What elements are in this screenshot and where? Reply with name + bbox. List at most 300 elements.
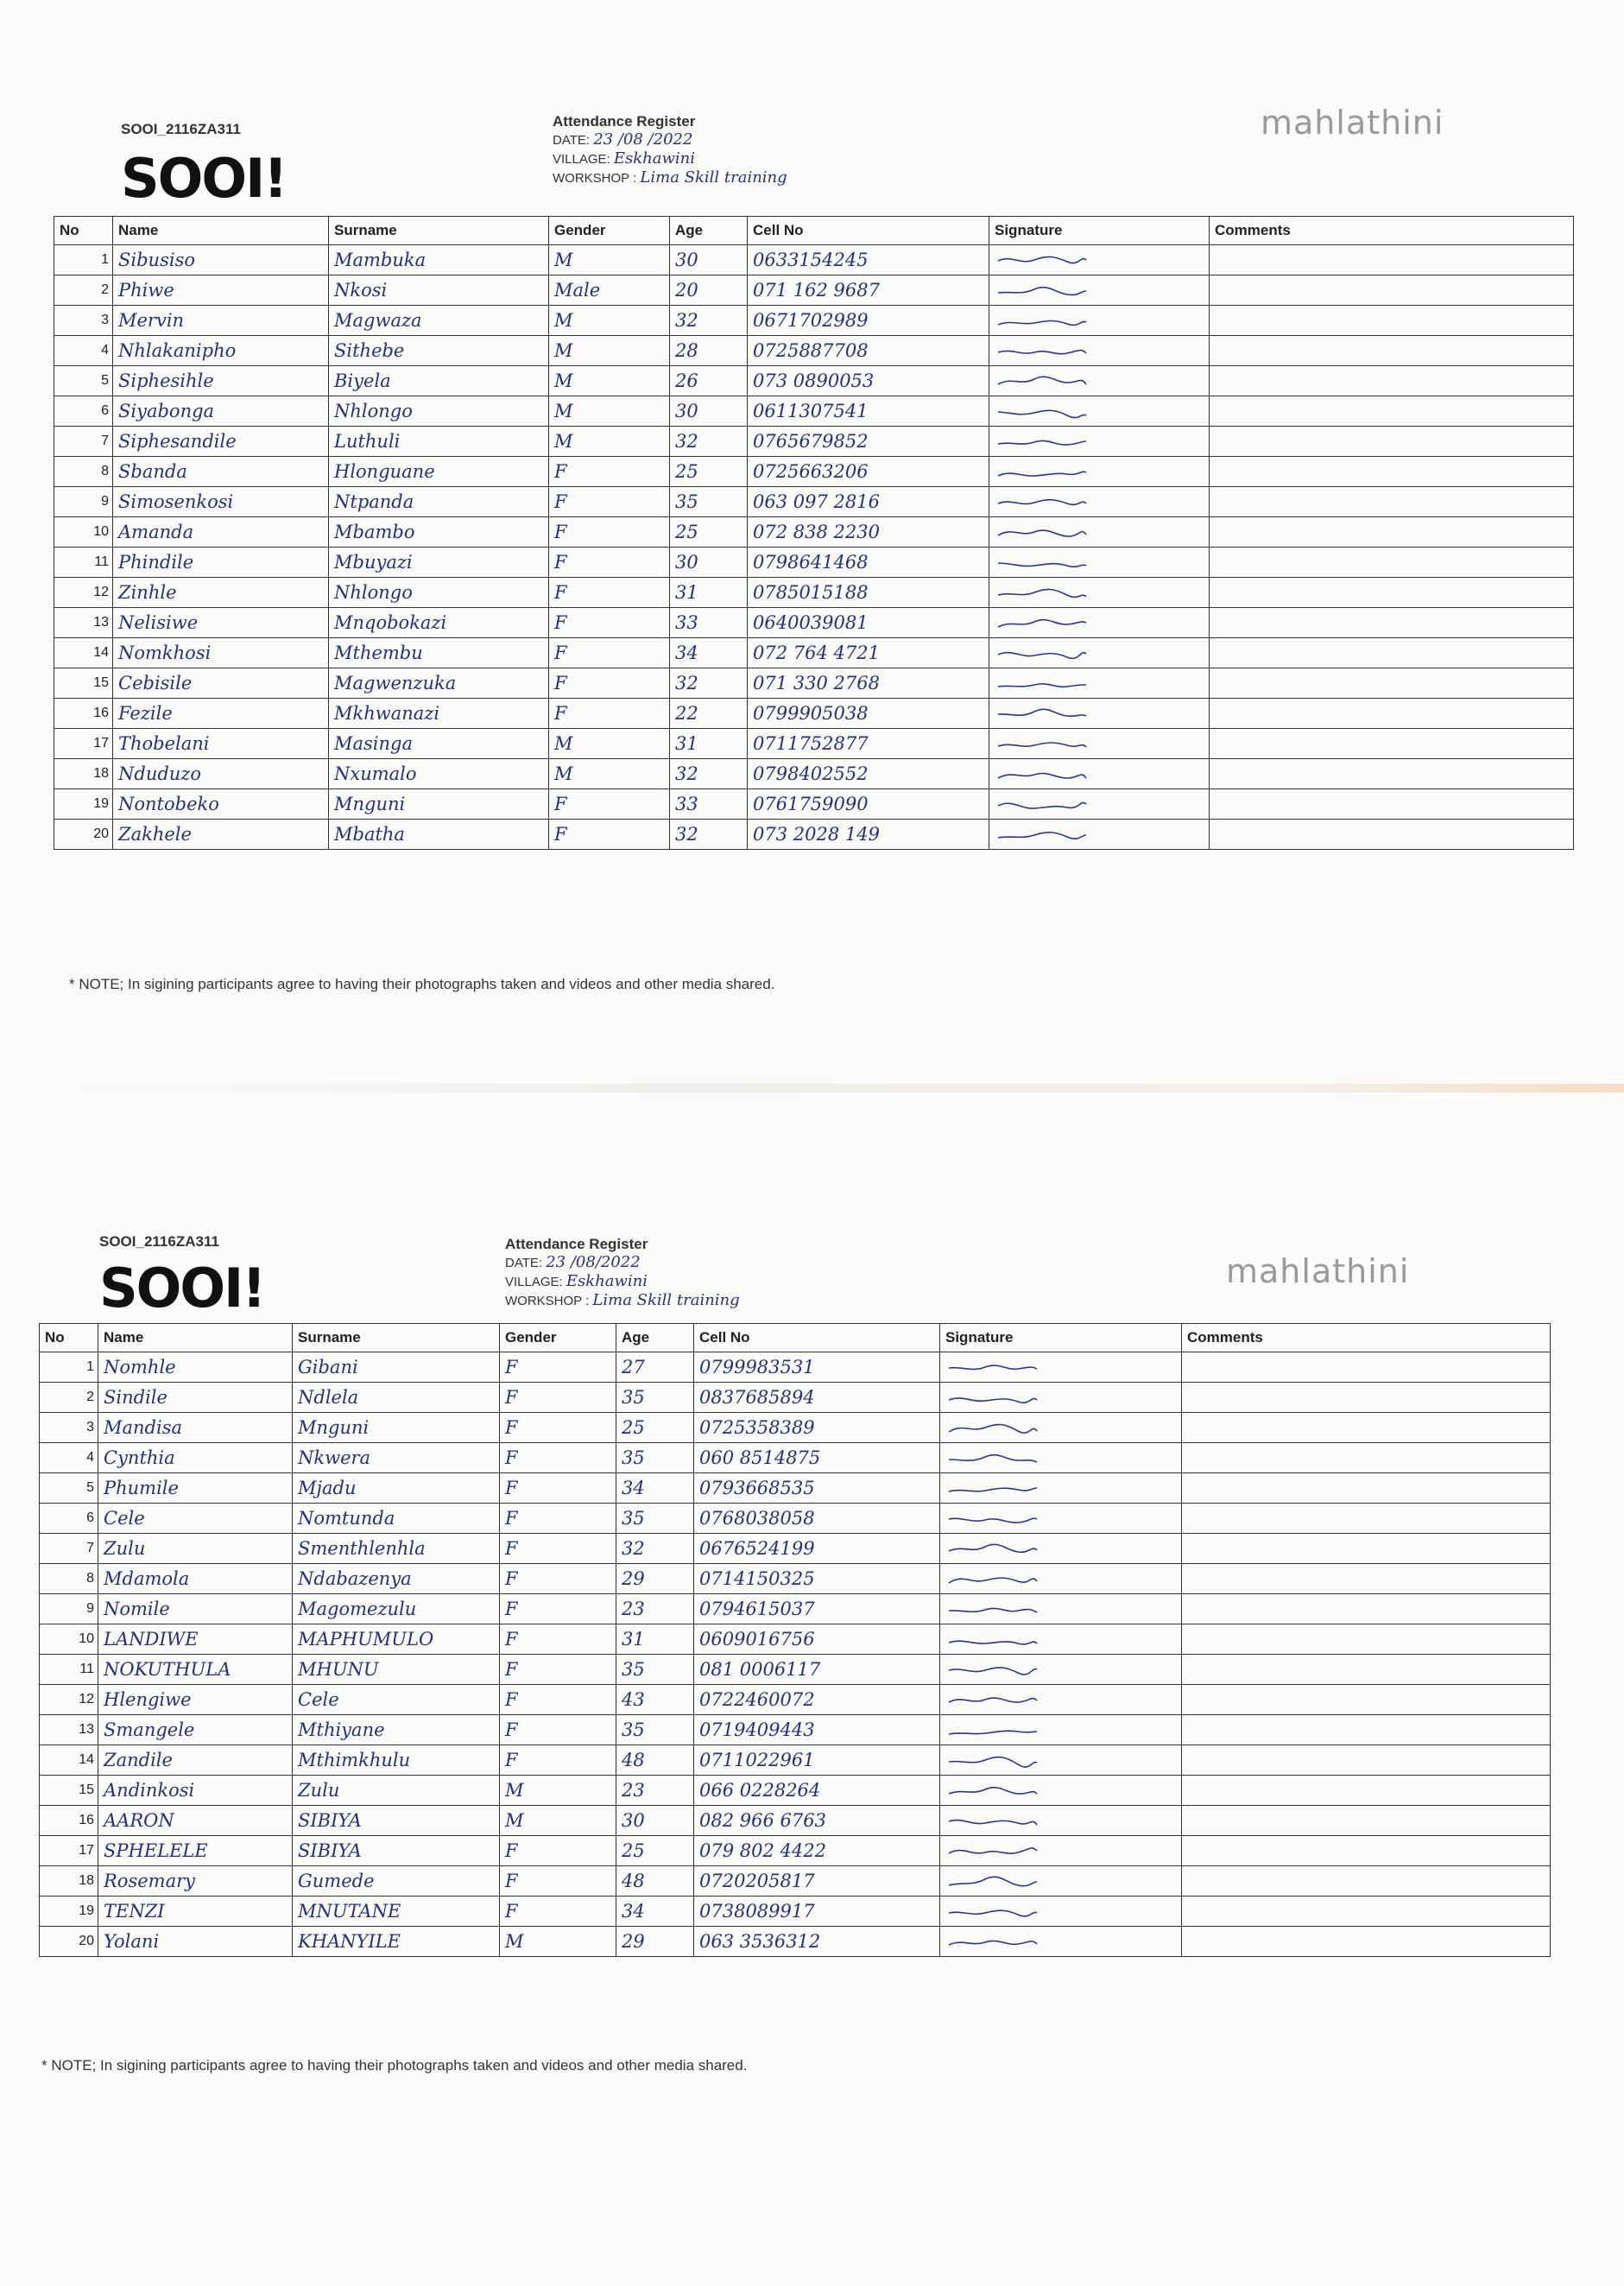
cell-age: 26	[670, 366, 748, 396]
column-header: Comments	[1182, 1324, 1551, 1352]
table-row	[54, 699, 1574, 729]
cell-no: 9	[40, 1594, 98, 1624]
cell-surname: MHUNU	[293, 1655, 500, 1685]
table-row	[54, 487, 1574, 517]
date-value: 23 /08/2022	[546, 1253, 641, 1271]
cell-cell: 0609016756	[694, 1624, 940, 1655]
cell-no: 1	[54, 245, 113, 275]
cell-no: 12	[54, 578, 113, 608]
cell-signature	[940, 1927, 1182, 1957]
cell-comments	[1210, 275, 1574, 306]
column-header: Cell No	[748, 217, 989, 245]
cell-age: 35	[670, 487, 748, 517]
cell-comments	[1182, 1564, 1551, 1594]
workshop-label: WORKSHOP :	[505, 1294, 590, 1308]
table-row	[40, 1383, 1551, 1413]
cell-no: 17	[40, 1836, 98, 1866]
table-row	[54, 578, 1574, 608]
workshop-value: Lima Skill training	[640, 168, 787, 187]
column-header: Age	[616, 1324, 694, 1352]
cell-cell: 079 802 4422	[694, 1836, 940, 1866]
cell-signature	[989, 759, 1210, 789]
cell-name: Sbanda	[113, 457, 329, 487]
cell-name: Sindile	[98, 1383, 293, 1413]
table-row	[40, 1534, 1551, 1564]
cell-no: 12	[40, 1685, 98, 1715]
cell-surname: KHANYILE	[293, 1927, 500, 1957]
cell-cell: 0785015188	[748, 578, 989, 608]
cell-age: 22	[670, 699, 748, 729]
cell-cell: 0719409443	[694, 1715, 940, 1745]
signature-scribble-icon	[995, 584, 1090, 603]
signature-scribble-icon	[945, 1721, 1040, 1740]
cell-cell: 063 3536312	[694, 1927, 940, 1957]
cell-name: Siyabonga	[113, 396, 329, 427]
table-row	[54, 336, 1574, 366]
cell-surname: Mthimkhulu	[293, 1745, 500, 1776]
table-row	[54, 457, 1574, 487]
cell-no: 5	[54, 366, 113, 396]
cell-age: 23	[616, 1594, 694, 1624]
cell-signature	[940, 1352, 1182, 1383]
cell-no: 5	[40, 1473, 98, 1504]
cell-signature	[989, 245, 1210, 275]
signature-scribble-icon	[995, 312, 1090, 331]
cell-comments	[1210, 366, 1574, 396]
cell-age: 25	[670, 517, 748, 548]
cell-signature	[989, 789, 1210, 820]
cell-comments	[1210, 427, 1574, 457]
cell-name: LANDIWE	[98, 1624, 293, 1655]
cell-age: 33	[670, 789, 748, 820]
cell-comments	[1210, 789, 1574, 820]
cell-no: 18	[40, 1866, 98, 1897]
cell-age: 48	[616, 1866, 694, 1897]
cell-name: Siphesihle	[113, 366, 329, 396]
cell-name: Nomkhosi	[113, 638, 329, 668]
cell-gender: F	[500, 1836, 616, 1866]
cell-age: 31	[670, 729, 748, 759]
cell-no: 1	[40, 1352, 98, 1383]
column-header: Name	[98, 1324, 293, 1352]
cell-surname: Ndlela	[293, 1383, 500, 1413]
cell-signature	[940, 1715, 1182, 1745]
cell-comments	[1182, 1655, 1551, 1685]
cell-gender: F	[549, 578, 670, 608]
cell-cell: 071 330 2768	[748, 668, 989, 699]
signature-scribble-icon	[995, 251, 1090, 270]
cell-surname: Luthuli	[329, 427, 549, 457]
mahlathini-brand: mahlathini	[1261, 104, 1444, 142]
signature-scribble-icon	[995, 614, 1090, 633]
signature-scribble-icon	[945, 1510, 1040, 1529]
cell-cell: 066 0228264	[694, 1776, 940, 1806]
cell-name: Nomile	[98, 1594, 293, 1624]
cell-comments	[1182, 1352, 1551, 1383]
table-row	[40, 1504, 1551, 1534]
cell-cell: 0794615037	[694, 1594, 940, 1624]
table-row	[40, 1776, 1551, 1806]
cell-no: 17	[54, 729, 113, 759]
table-row	[54, 275, 1574, 306]
cell-surname: Mbambo	[329, 517, 549, 548]
cell-name: NOKUTHULA	[98, 1655, 293, 1685]
signature-scribble-icon	[945, 1812, 1040, 1831]
cell-cell: 082 966 6763	[694, 1806, 940, 1836]
cell-name: Fezile	[113, 699, 329, 729]
cell-surname: Biyela	[329, 366, 549, 396]
table-row	[40, 1927, 1551, 1957]
table-row	[54, 638, 1574, 668]
cell-cell: 0738089917	[694, 1897, 940, 1927]
cell-name: Andinkosi	[98, 1776, 293, 1806]
signature-scribble-icon	[995, 674, 1090, 693]
cell-no: 10	[54, 517, 113, 548]
table-row	[40, 1413, 1551, 1443]
cell-comments	[1182, 1927, 1551, 1957]
cell-signature	[940, 1806, 1182, 1836]
cell-comments	[1210, 729, 1574, 759]
cell-cell: 0761759090	[748, 789, 989, 820]
cell-comments	[1210, 759, 1574, 789]
cell-surname: Nhlongo	[329, 578, 549, 608]
cell-no: 15	[54, 668, 113, 699]
cell-gender: F	[549, 517, 670, 548]
cell-gender: F	[500, 1745, 616, 1776]
cell-gender: M	[500, 1927, 616, 1957]
cell-comments	[1182, 1594, 1551, 1624]
cell-gender: M	[549, 245, 670, 275]
table-row	[40, 1594, 1551, 1624]
project-code: SOOI_2116ZA311	[99, 1233, 219, 1250]
cell-cell: 073 0890053	[748, 366, 989, 396]
cell-surname: MAPHUMULO	[293, 1624, 500, 1655]
signature-scribble-icon	[945, 1479, 1040, 1498]
signature-scribble-icon	[945, 1449, 1040, 1468]
cell-comments	[1182, 1504, 1551, 1534]
cell-age: 27	[616, 1352, 694, 1383]
cell-surname: Mnguni	[293, 1413, 500, 1443]
attendance-table	[39, 1323, 1551, 1957]
cell-name: Simosenkosi	[113, 487, 329, 517]
signature-scribble-icon	[945, 1782, 1040, 1801]
cell-age: 43	[616, 1685, 694, 1715]
cell-name: Phindile	[113, 548, 329, 578]
cell-comments	[1182, 1866, 1551, 1897]
cell-surname: Gumede	[293, 1866, 500, 1897]
table-row	[54, 396, 1574, 427]
mahlathini-brand: mahlathini	[1226, 1252, 1410, 1290]
signature-scribble-icon	[945, 1903, 1040, 1922]
cell-signature	[940, 1745, 1182, 1776]
cell-gender: M	[500, 1806, 616, 1836]
table-row	[40, 1715, 1551, 1745]
cell-no: 13	[54, 608, 113, 638]
cell-no: 9	[54, 487, 113, 517]
cell-gender: M	[549, 366, 670, 396]
cell-surname: Mnqobokazi	[329, 608, 549, 638]
cell-signature	[989, 306, 1210, 336]
cell-surname: Ndabazenya	[293, 1564, 500, 1594]
cell-signature	[940, 1473, 1182, 1504]
cell-surname: Mthiyane	[293, 1715, 500, 1745]
cell-name: Zandile	[98, 1745, 293, 1776]
cell-cell: 0837685894	[694, 1383, 940, 1413]
cell-comments	[1210, 245, 1574, 275]
cell-gender: F	[500, 1443, 616, 1473]
cell-age: 30	[670, 396, 748, 427]
cell-no: 16	[40, 1806, 98, 1836]
cell-name: Nelisiwe	[113, 608, 329, 638]
table-row	[40, 1655, 1551, 1685]
cell-cell: 0633154245	[748, 245, 989, 275]
table-row	[54, 548, 1574, 578]
cell-name: Nomhle	[98, 1352, 293, 1383]
cell-gender: F	[500, 1624, 616, 1655]
column-header: Surname	[293, 1324, 500, 1352]
column-header: Gender	[500, 1324, 616, 1352]
cell-comments	[1182, 1685, 1551, 1715]
cell-no: 16	[54, 699, 113, 729]
cell-signature	[989, 517, 1210, 548]
cell-cell: 0720205817	[694, 1866, 940, 1897]
cell-name: SPHELELE	[98, 1836, 293, 1866]
cell-signature	[940, 1897, 1182, 1927]
cell-gender: M	[549, 336, 670, 366]
cell-no: 6	[40, 1504, 98, 1534]
cell-cell: 060 8514875	[694, 1443, 940, 1473]
cell-comments	[1210, 820, 1574, 850]
signature-scribble-icon	[995, 523, 1090, 542]
cell-surname: Mjadu	[293, 1473, 500, 1504]
cell-name: Nontobeko	[113, 789, 329, 820]
cell-cell: 0793668535	[694, 1473, 940, 1504]
cell-surname: SIBIYA	[293, 1806, 500, 1836]
cell-surname: Mkhwanazi	[329, 699, 549, 729]
cell-gender: F	[500, 1866, 616, 1897]
cell-name: AARON	[98, 1806, 293, 1836]
cell-signature	[940, 1655, 1182, 1685]
cell-surname: SIBIYA	[293, 1836, 500, 1866]
signature-scribble-icon	[945, 1691, 1040, 1710]
table-row	[40, 1564, 1551, 1594]
column-header: Age	[670, 217, 748, 245]
cell-age: 28	[670, 336, 748, 366]
sooi-logo: SOOI!	[99, 1257, 265, 1320]
signature-scribble-icon	[945, 1389, 1040, 1408]
cell-gender: M	[500, 1776, 616, 1806]
cell-signature	[940, 1594, 1182, 1624]
cell-gender: M	[549, 306, 670, 336]
cell-name: Yolani	[98, 1927, 293, 1957]
cell-comments	[1210, 699, 1574, 729]
table-row	[40, 1806, 1551, 1836]
cell-age: 30	[670, 548, 748, 578]
cell-surname: Masinga	[329, 729, 549, 759]
cell-name: Mdamola	[98, 1564, 293, 1594]
cell-cell: 081 0006117	[694, 1655, 940, 1685]
signature-scribble-icon	[995, 342, 1090, 361]
signature-scribble-icon	[995, 644, 1090, 663]
cell-no: 14	[40, 1745, 98, 1776]
cell-signature	[940, 1685, 1182, 1715]
register-header	[505, 1235, 740, 1310]
cell-comments	[1182, 1715, 1551, 1745]
cell-no: 19	[40, 1897, 98, 1927]
cell-age: 34	[616, 1897, 694, 1927]
signature-scribble-icon	[995, 826, 1090, 845]
cell-cell: 0725358389	[694, 1413, 940, 1443]
cell-gender: F	[549, 608, 670, 638]
cell-cell: 0676524199	[694, 1534, 940, 1564]
cell-age: 32	[670, 668, 748, 699]
cell-no: 13	[40, 1715, 98, 1745]
cell-gender: F	[549, 638, 670, 668]
cell-gender: Male	[549, 275, 670, 306]
column-header: No	[54, 217, 113, 245]
village-label: VILLAGE:	[505, 1275, 563, 1289]
cell-cell: 0798641468	[748, 548, 989, 578]
cell-no: 2	[40, 1383, 98, 1413]
cell-cell: 0799983531	[694, 1352, 940, 1383]
cell-signature	[989, 638, 1210, 668]
signature-scribble-icon	[995, 735, 1090, 754]
cell-surname: Magwenzuka	[329, 668, 549, 699]
cell-comments	[1182, 1897, 1551, 1927]
cell-gender: M	[549, 396, 670, 427]
cell-no: 20	[54, 820, 113, 850]
cell-signature	[989, 427, 1210, 457]
cell-comments	[1182, 1806, 1551, 1836]
consent-note: * NOTE; In sigining participants agree to having their photographs taken and videos and other media shared.	[69, 976, 775, 992]
cell-surname: Smenthlenhla	[293, 1534, 500, 1564]
cell-no: 19	[54, 789, 113, 820]
cell-name: Siphesandile	[113, 427, 329, 457]
column-header: Comments	[1210, 217, 1574, 245]
cell-no: 14	[54, 638, 113, 668]
sooi-logo: SOOI!	[121, 147, 287, 210]
date-value: 23 /08 /2022	[593, 130, 693, 149]
cell-comments	[1210, 668, 1574, 699]
signature-scribble-icon	[945, 1570, 1040, 1589]
cell-name: Phiwe	[113, 275, 329, 306]
table-row	[54, 427, 1574, 457]
workshop-label: WORKSHOP :	[553, 171, 637, 186]
cell-no: 4	[54, 336, 113, 366]
cell-age: 34	[616, 1473, 694, 1504]
cell-comments	[1182, 1473, 1551, 1504]
cell-comments	[1210, 548, 1574, 578]
cell-surname: Mnguni	[329, 789, 549, 820]
cell-age: 20	[670, 275, 748, 306]
cell-name: Nduduzo	[113, 759, 329, 789]
cell-surname: Ntpanda	[329, 487, 549, 517]
cell-age: 34	[670, 638, 748, 668]
cell-signature	[989, 548, 1210, 578]
table-row	[40, 1685, 1551, 1715]
cell-comments	[1182, 1443, 1551, 1473]
cell-gender: M	[549, 427, 670, 457]
signature-scribble-icon	[945, 1600, 1040, 1619]
signature-scribble-icon	[995, 705, 1090, 724]
cell-cell: 0611307541	[748, 396, 989, 427]
page-divider	[0, 1084, 1624, 1092]
signature-scribble-icon	[945, 1540, 1040, 1559]
cell-signature	[989, 729, 1210, 759]
cell-comments	[1210, 578, 1574, 608]
cell-age: 35	[616, 1655, 694, 1685]
cell-comments	[1182, 1836, 1551, 1866]
table-row	[54, 820, 1574, 850]
cell-age: 25	[616, 1413, 694, 1443]
cell-name: Cebisile	[113, 668, 329, 699]
table-row	[54, 366, 1574, 396]
cell-name: Phumile	[98, 1473, 293, 1504]
cell-cell: 073 2028 149	[748, 820, 989, 850]
table-row	[40, 1836, 1551, 1866]
cell-surname: Gibani	[293, 1352, 500, 1383]
cell-cell: 0671702989	[748, 306, 989, 336]
column-header: No	[40, 1324, 98, 1352]
cell-comments	[1182, 1413, 1551, 1443]
cell-gender: F	[500, 1715, 616, 1745]
column-header: Surname	[329, 217, 549, 245]
cell-age: 31	[670, 578, 748, 608]
table-row	[40, 1473, 1551, 1504]
cell-name: Hlengiwe	[98, 1685, 293, 1715]
cell-name: Mervin	[113, 306, 329, 336]
signature-scribble-icon	[995, 795, 1090, 814]
cell-comments	[1182, 1534, 1551, 1564]
cell-signature	[989, 608, 1210, 638]
cell-gender: F	[549, 820, 670, 850]
cell-gender: F	[549, 487, 670, 517]
cell-cell: 0798402552	[748, 759, 989, 789]
signature-scribble-icon	[995, 493, 1090, 512]
attendance-table	[54, 216, 1574, 850]
signature-scribble-icon	[995, 463, 1090, 482]
cell-gender: F	[549, 457, 670, 487]
cell-no: 2	[54, 275, 113, 306]
cell-comments	[1210, 306, 1574, 336]
table-row	[54, 517, 1574, 548]
cell-age: 29	[616, 1564, 694, 1594]
table-row	[40, 1866, 1551, 1897]
cell-gender: F	[500, 1564, 616, 1594]
cell-gender: F	[549, 548, 670, 578]
cell-gender: F	[500, 1413, 616, 1443]
cell-age: 35	[616, 1383, 694, 1413]
cell-surname: Nkwera	[293, 1443, 500, 1473]
cell-age: 32	[670, 759, 748, 789]
cell-age: 32	[670, 820, 748, 850]
cell-surname: Mbuyazi	[329, 548, 549, 578]
signature-scribble-icon	[945, 1631, 1040, 1650]
cell-no: 11	[40, 1655, 98, 1685]
cell-gender: F	[500, 1383, 616, 1413]
cell-surname: Nxumalo	[329, 759, 549, 789]
attendance-sheet-1	[0, 0, 1624, 1062]
cell-cell: 0711752877	[748, 729, 989, 759]
village-value: Eskhawini	[566, 1272, 648, 1290]
table-row	[54, 789, 1574, 820]
cell-name: Zulu	[98, 1534, 293, 1564]
cell-gender: F	[549, 789, 670, 820]
table-row	[40, 1352, 1551, 1383]
cell-signature	[989, 336, 1210, 366]
cell-signature	[989, 275, 1210, 306]
table-row	[54, 668, 1574, 699]
